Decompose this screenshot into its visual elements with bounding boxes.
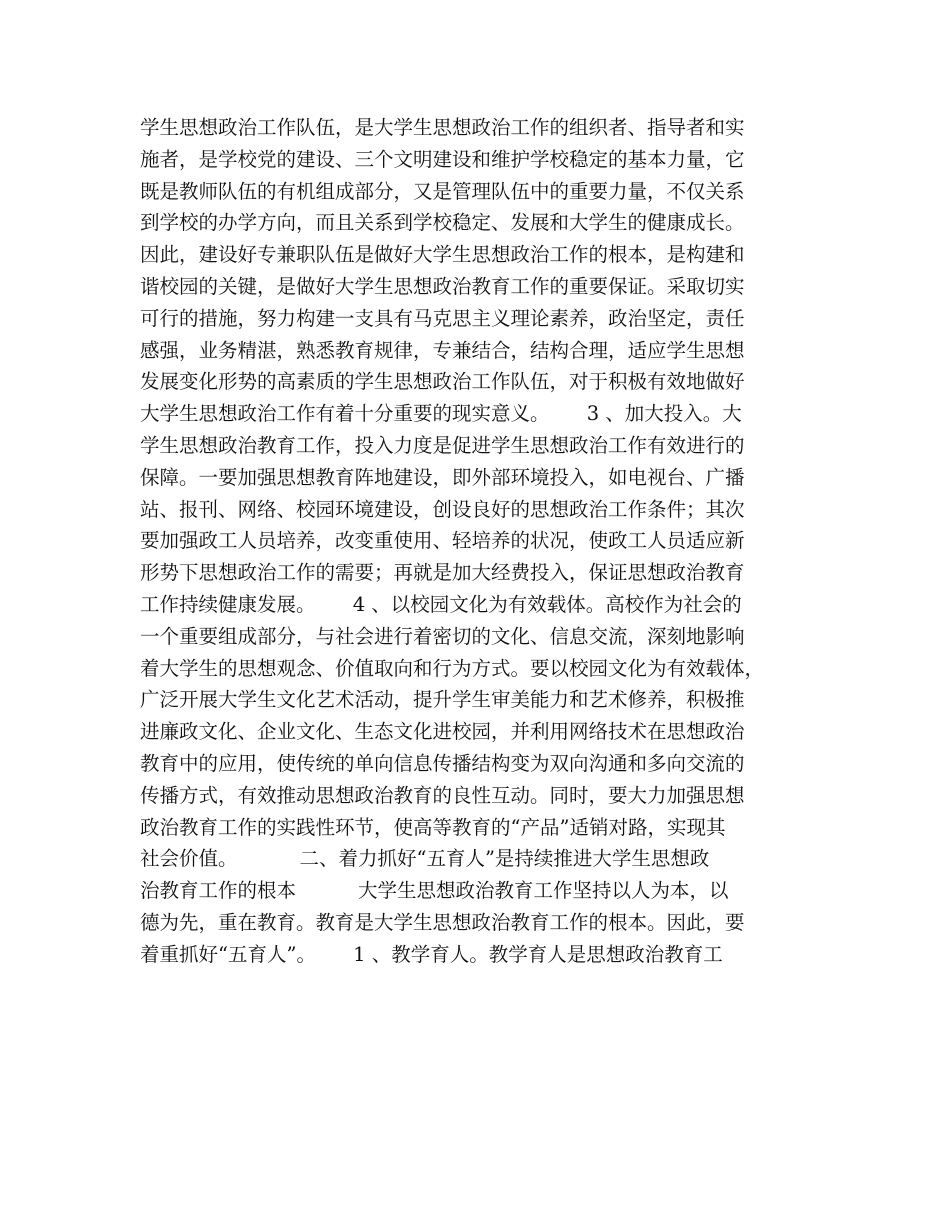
text-line: 既是教师队伍的有机组成部分，又是管理队伍中的重要力量，不仅关系 (140, 179, 745, 203)
text-line: 进廉政文化、企业文化、生态文化进校园，并利用网络技术在思想政治 (140, 720, 745, 744)
text-line: 着重抓好“五育人”。 1 、教学育人。教学育人是思想政治教育工 (140, 942, 723, 966)
text-line: 发展变化形势的高素质的学生思想政治工作队伍，对于积极有效地做好 (140, 370, 745, 394)
text-line: 因此，建设好专兼职队伍是做好大学生思想政治工作的根本，是构建和 (140, 243, 745, 267)
text-line: 感强，业务精湛，熟悉教育规律，专兼结合，结构合理，适应学生思想 (140, 338, 745, 362)
text-line: 政治教育工作的实践性环节，使高等教育的“产品”适销对路，实现其 (140, 815, 726, 839)
text-line: 一个重要组成部分，与社会进行着密切的文化、信息交流，深刻地影响 (140, 624, 745, 648)
text-line: 大学生思想政治工作有着十分重要的现实意义。 3 、加大投入。大 (140, 402, 742, 426)
text-line: 要加强政工人员培养，改变重使用、轻培养的状况，使政工人员适应新 (140, 529, 745, 553)
text-line: 站、报刊、网络、校园环境建设，创设良好的思想政治工作条件；其次 (140, 497, 745, 521)
body-text (140, 112, 830, 971)
text-line: 学生思想政治教育工作，投入力度是促进学生思想政治工作有效进行的 (140, 433, 745, 457)
text-line: 保障。一要加强思想教育阵地建设，即外部环境投入，如电视台、广播 (140, 465, 745, 489)
text-line: 社会价值。 二、着力抓好“五育人”是持续推进大学生思想政 (140, 847, 710, 871)
text-line: 治教育工作的根本 大学生思想政治教育工作坚持以人为本，以 (140, 879, 729, 903)
text-line: 可行的措施，努力构建一支具有马克思主义理论素养，政治坚定，责任 (140, 306, 745, 330)
text-line: 到学校的办学方向，而且关系到学校稳定、发展和大学生的健康成长。 (140, 211, 745, 235)
text-line: 广泛开展大学生文化艺术活动，提升学生审美能力和艺术修养，积极推 (140, 688, 745, 712)
text-line: 教育中的应用，使传统的单向信息传播结构变为双向沟通和多向交流的 (140, 751, 745, 775)
text-line: 学生思想政治工作队伍，是大学生思想政治工作的组织者、指导者和实 (140, 116, 745, 139)
text-line: 谐校园的关键，是做好大学生思想政治教育工作的重要保证。采取切实 (140, 274, 745, 298)
text-line: 着大学生的思想观念、价值取向和行为方式。要以校园文化为有效载体， (140, 656, 765, 680)
text-line: 施者，是学校党的建设、三个文明建设和维护学校稳定的基本力量，它 (140, 147, 745, 171)
text-line: 德为先，重在教育。教育是大学生思想政治教育工作的根本。因此，要 (140, 910, 745, 934)
text-line: 工作持续健康发展。 4 、以校园文化为有效载体。高校作为社会的 (140, 592, 742, 616)
text-line: 形势下思想政治工作的需要；再就是加大经费投入，保证思想政治教育 (140, 561, 745, 585)
text-line: 传播方式，有效推动思想政治教育的良性互动。同时，要大力加强思想 (140, 783, 745, 807)
